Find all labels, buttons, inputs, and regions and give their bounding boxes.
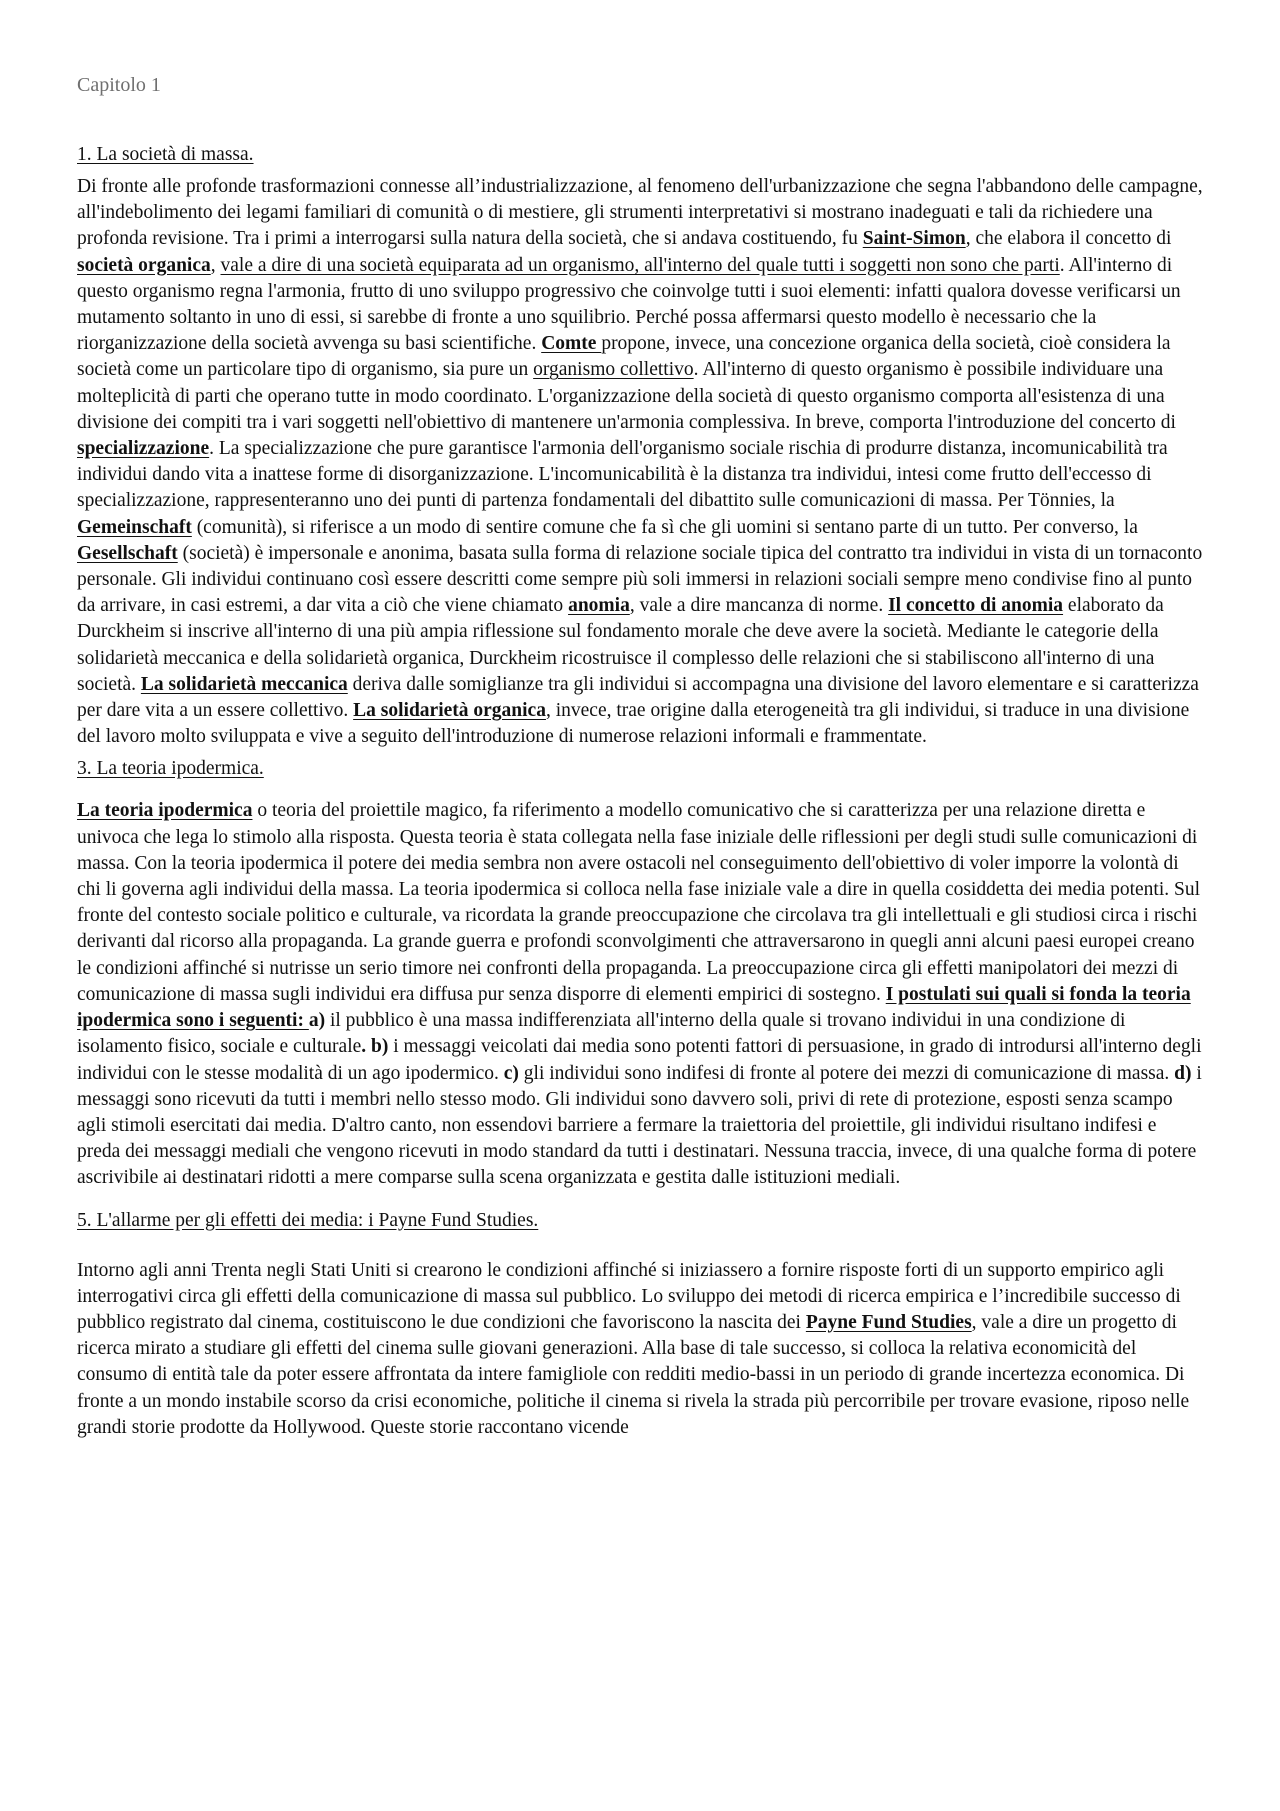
section-heading: 3. La teoria ipodermica. xyxy=(77,758,264,780)
key-term: a) xyxy=(308,1010,326,1032)
section-paragraph: Intorno agli anni Trenta negli Stati Uniti si crearono le condizioni affinché si iniziassero a fornire risposte forti di un supporto empirico agli interrogativi circa gli effetti della comunicazione di massa sul pubblico. Lo sviluppo dei metodi di ricerca empirica e l’incredibile successo di pubblico registrato dal cinema, costituiscono le due condizioni che favoriscono la nascita dei Payne Fund Studies, vale a dire un progetto di ricerca mirato a studiare gli effetti del cinema sulle giovani generazioni. Alla base di tale successo, si colloca la relativa economicità del consumo di entità tale da poter essere affrontata da intere famigliole con redditi medio-bassi in un periodo di grande incertezza economica. Di fronte a un mondo instabile scorso da crisi economiche, politiche il cinema si rivela la strada più percorribile per trovare evasione, riposo nelle grandi storie prodotte da Hollywood. Queste storie raccontano vicende xyxy=(77,1259,1190,1438)
section-3 xyxy=(77,756,1203,1191)
section-heading: 5. L'allarme per gli effetti dei media: i Payne Fund Studies. xyxy=(77,1209,539,1231)
underlined-text: vale a dire di una società equiparata ad un organismo, all'interno del quale tutti i soggetti non sono che parti xyxy=(220,254,1060,276)
key-term: d) xyxy=(1174,1062,1192,1084)
section-paragraph: Di fronte alle profonde trasformazioni connesse all’industrializzazione, al fenomeno dell'urbanizzazione che segna l'abbandono delle campagne, all'indebolimento dei legami familiari di comunità o di mestiere, gli strumenti interpretativi si mostrano inadeguati e tali da richiedere una profonda revisione. Tra i primi a interrogarsi sulla natura della società, che si andava costituendo, fu Saint-Simon, che elabora il concetto di società organica, vale a dire di una società equiparata ad un organismo, all'interno del quale tutti i soggetti non sono che parti. All'interno di questo organismo regna l'armonia, frutto di uno sviluppo progressivo che coinvolge tutti i suoi elementi: infatti qualora dovesse verificarsi un mutamento soltanto in uno di essi, si sarebbe di fronte a uno squilibrio. Perché possa affermarsi questo modello è necessario che la riorganizzazione della società avvenga su basi scientifiche. Comte propone, invece, una concezione organica della società, cioè considera la società come un particolare tipo di organismo, sia pure un organismo collettivo. All'interno di questo organismo è possibile individuare una molteplicità di parti che operano tutte in modo coordinato. L'organizzazione della società di questo organismo comporta all'esistenza di una divisione dei compiti tra i vari soggetti nell'obiettivo di mantenere un'armonia complessiva. In breve, comporta l'introduzione del concerto di specializzazione. La specializzazione che pure garantisce l'armonia dell'organismo sociale rischia di produrre distanza, incomunicabilità tra individui dando vita a inattese forme di disorganizzazione. L'incomunicabilità è la distanza tra individui, intesi come frutto dell'eccesso di specializzazione, rappresenteranno uno dei punti di partenza fondamentali del dibattito sulle comunicazioni di massa. Per Tönnies, la Gemeinschaft (comunità), si riferisce a un modo di sentire comune che fa sì che gli uomini si sentano parte di un tutto. Per converso, la Gesellschaft (società) è impersonale e anonima, basata sulla forma di relazione sociale tipica del contratto tra individui in vista di un tornaconto personale. Gli individui continuano così essere descritti come sempre più soli immersi in relazioni sociali sempre meno condivise fino al punto da arrivare, in casi estremi, a dar vita a ciò che viene chiamato anomia, vale a dire mancanza di norme. Il concetto di anomia elaborato da Durckheim si inscrive all'interno di una più ampia riflessione sul fondamento morale che deve avere la società. Mediante le categorie della solidarietà meccanica e della solidarietà organica, Durckheim ricostruisce il complesso delle relazioni che si stabiliscono all'interno di una società. La solidarietà meccanica deriva dalle somiglianze tra gli individui si accompagna una divisione del lavoro elementare e si caratterizza per dare vita a un essere collettivo. La solidarietà organica, invece, trae origine dalla eterogeneità tra gli individui, si traduce in una divisione del lavoro molto sviluppata e vive a seguito dell'introduzione di numerose relazioni informali e frammentate. xyxy=(77,176,1203,748)
key-term: . b) xyxy=(361,1036,389,1058)
key-term: La solidarietà meccanica xyxy=(140,673,348,695)
key-term: anomia xyxy=(568,595,630,617)
key-term: Comte xyxy=(541,333,602,355)
section-heading: 1. La società di massa. xyxy=(77,144,254,165)
key-term: I postulati sui quali si fonda la teoria ipodermica sono i seguenti: xyxy=(77,983,1191,1032)
running-header: Capitolo 1 xyxy=(77,74,161,96)
section-1 xyxy=(77,142,1203,750)
key-term: Saint-Simon xyxy=(862,228,966,250)
key-term: Payne Fund Studies xyxy=(805,1311,972,1333)
section-5 xyxy=(77,1208,1203,1441)
key-term: La solidarietà organica xyxy=(353,700,546,722)
section-paragraph: La teoria ipodermica o teoria del proiettile magico, fa riferimento a modello comunicativo che si caratterizza per una relazione diretta e univoca che lega lo stimolo alla risposta. Questa teoria è stata collegata nella fase iniziale delle riflessioni per degli studi sulle comunicazioni di massa. Con la teoria ipodermica il potere dei media sembra non avere ostacoli nel conseguimento dell'obiettivo di voler imporre la volontà di chi li governa agli individui della massa. La teoria ipodermica si colloca nella fase iniziale vale a dire in quella cosiddetta dei media potenti. Sul fronte del contesto sociale politico e culturale, va ricordata la grande preoccupazione che circolava tra gli intellettuali e gli studiosi circa i rischi derivanti dal ricorso alla propaganda. La grande guerra e profondi sconvolgimenti che attraversarono in quegli anni alcuni paesi europei creano le condizioni affinché si nutrisse un serio timore nei confronti della propaganda. La preoccupazione circa gli effetti manipolatori dei mezzi di comunicazione di massa sugli individui era diffusa pur senza disporre di elementi empirici di sostegno. I postulati sui quali si fonda la teoria ipodermica sono i seguenti: a) il pubblico è una massa indifferenziata all'interno della quale si trovano individui in una condizione di isolamento fisico, sociale e culturale. b) i messaggi veicolati dai media sono potenti fattori di persuasione, in grado di introdursi all'interno degli individui con le stesse modalità di un ago ipodermico. c) gli individui sono indifesi di fronte al potere dei mezzi di comunicazione di massa. d) i messaggi sono ricevuti da tutti i membri nello stesso modo. Gli individui sono davvero soli, privi di rete di protezione, esposti senza scampo agli stimoli esercitati dai media. D'altro canto, non essendovi barriere a fermare la traiettoria del proiettile, gli individui risultano indifesi e preda dei messaggi mediali che vengono ricevuti in modo standard da tutti i destinatari. Nessuna traccia, invece, di una qualche forma di potere ascrivibile ai destinatari ridotti a mere comparse sulla scena organizzata e gestita dalle istituzioni mediali. xyxy=(77,800,1202,1189)
underlined-text: organismo collettivo xyxy=(533,359,694,381)
key-term: c) xyxy=(503,1062,519,1084)
key-term: specializzazione xyxy=(77,438,210,460)
key-term: La teoria ipodermica xyxy=(77,800,253,822)
key-term: Gesellschaft xyxy=(77,542,178,564)
key-term: Gemeinschaft xyxy=(77,516,192,538)
key-term: Il concetto di anomia xyxy=(888,595,1064,617)
key-term: società organica xyxy=(77,254,211,276)
